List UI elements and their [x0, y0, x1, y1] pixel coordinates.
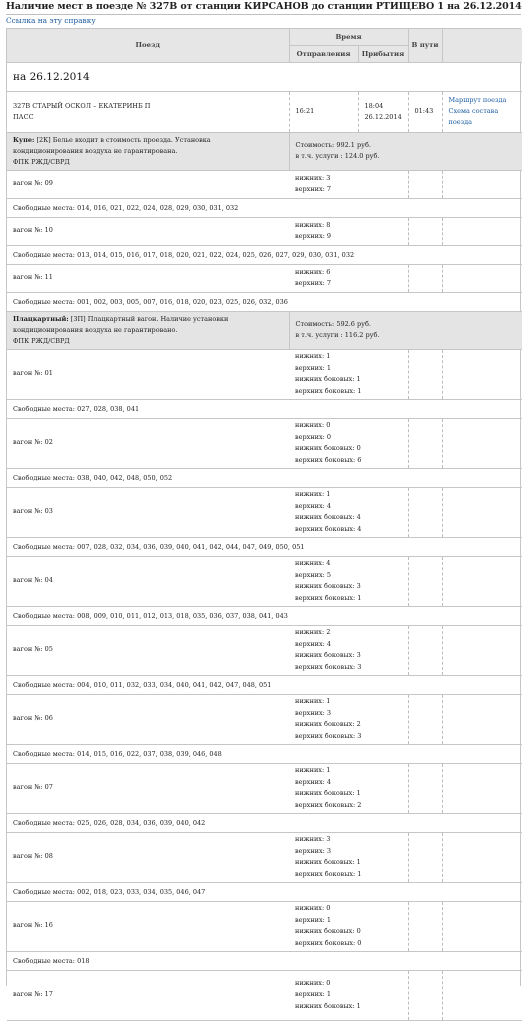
- route-link[interactable]: Маршрут поезда: [448, 96, 507, 104]
- wagon-row: [7, 763, 522, 813]
- service-fee: в т.ч. услуги : 124.0 руб.: [295, 152, 380, 160]
- seat-count: нижних: 6: [295, 267, 331, 276]
- seat-count: верхних: 3: [295, 708, 332, 717]
- train-name-cell: [7, 91, 289, 132]
- seat-count: верхних: 7: [295, 185, 332, 193]
- seat-count: нижних боковых: 1: [295, 1001, 361, 1010]
- wagon-row: [7, 832, 522, 882]
- wagon-empty-cell: [408, 349, 442, 399]
- wagon-extra-cell: [442, 970, 522, 1020]
- seat-count: нижних боковых: 1: [295, 789, 361, 797]
- wagon-empty-cell: [408, 217, 442, 245]
- wagon-extra-cell: [442, 901, 522, 951]
- seat-count: верхних боковых: 3: [295, 731, 362, 740]
- departure-time: 16:21: [289, 91, 358, 132]
- price-info: [289, 311, 522, 349]
- seat-count: нижних боковых: 0: [295, 444, 361, 452]
- seat-count: нижних боковых: 4: [295, 513, 361, 521]
- free-seats: Свободные места: 008, 009, 010, 011, 012, 013, 018, 035, 036, 037, 038, 041, 043: [7, 606, 522, 625]
- seat-count: верхних: 4: [295, 777, 332, 786]
- header-arrival: Прибытия: [358, 45, 408, 62]
- wagon-extra-cell: [442, 349, 522, 399]
- wagon-number: вагон №: 07: [7, 763, 289, 813]
- seat-count: нижних: 8: [295, 220, 331, 229]
- car-class-label: Плацкартный:: [13, 314, 69, 323]
- seat-count: нижних: 3: [295, 835, 331, 843]
- travel-duration: 01:43: [408, 91, 442, 132]
- scheme-link[interactable]: Схема состава поезда: [448, 107, 499, 126]
- carrier-name: ФПК РЖД/СВРД: [13, 336, 70, 345]
- wagon-empty-cell: [408, 901, 442, 951]
- header-in-transit: В пути: [408, 29, 442, 62]
- seat-count: нижних: 3: [295, 173, 331, 182]
- wagon-row: [7, 217, 522, 245]
- seat-count: нижних боковых: 1: [295, 858, 361, 866]
- seat-count: верхних боковых: 6: [295, 455, 362, 464]
- seat-count: верхних: 1: [295, 915, 332, 924]
- car-class-row: [7, 132, 522, 170]
- seat-count: верхних боковых: 3: [295, 662, 362, 671]
- wagon-extra-cell: [442, 487, 522, 537]
- carrier-name: ФПК РЖД/СВРД: [13, 157, 70, 166]
- wagon-empty-cell: [408, 264, 442, 292]
- wagon-extra-cell: [442, 217, 522, 245]
- wagon-row: [7, 349, 522, 399]
- wagon-number: вагон №: 17: [7, 970, 289, 1020]
- seat-count: нижних боковых: 1: [295, 375, 361, 383]
- date-row: на 26.12.2014: [7, 62, 522, 91]
- seat-counts: [289, 970, 408, 1020]
- arrival-cell: [358, 91, 408, 132]
- seat-count: нижних: 1: [295, 352, 331, 360]
- seat-counts: [289, 694, 408, 744]
- free-seats: Свободные места: 018: [7, 951, 522, 970]
- free-seats-row: [7, 245, 522, 264]
- wagon-empty-cell: [408, 763, 442, 813]
- price: Стоимость: 592.6 руб.: [295, 320, 371, 328]
- free-seats: Свободные места: 014, 015, 016, 022, 037, 038, 039, 046, 048: [7, 744, 522, 763]
- wagon-number: вагон №: 06: [7, 694, 289, 744]
- car-class-description: [3П] Плацкартный вагон. Наличие установки кондиционирования воздуха не гарантировано.: [13, 314, 229, 334]
- seat-counts: [289, 349, 408, 399]
- wagon-number: вагон №: 08: [7, 832, 289, 882]
- seat-count: верхних боковых: 1: [295, 869, 362, 878]
- free-seats-row: [7, 537, 522, 556]
- free-seats: Свободные места: 027, 028, 038, 041: [7, 399, 522, 418]
- wagon-row: [7, 487, 522, 537]
- seat-counts: [289, 264, 408, 292]
- car-class-info: [7, 311, 289, 349]
- wagon-empty-cell: [408, 418, 442, 468]
- seat-count: нижних: 4: [295, 559, 331, 567]
- wagon-number: вагон №: 02: [7, 418, 289, 468]
- wagon-number: вагон №: 01: [7, 349, 289, 399]
- seat-counts: [289, 763, 408, 813]
- wagon-number: вагон №: 05: [7, 625, 289, 675]
- wagon-empty-cell: [408, 694, 442, 744]
- seat-count: нижних: 0: [295, 421, 331, 429]
- seat-count: верхних боковых: 1: [295, 386, 362, 395]
- service-fee: в т.ч. услуги : 116.2 руб.: [295, 331, 380, 339]
- wagon-extra-cell: [442, 832, 522, 882]
- wagon-row: [7, 901, 522, 951]
- wagon-number: вагон №: 03: [7, 487, 289, 537]
- free-seats-row: [7, 882, 522, 901]
- wagon-number: вагон №: 09: [7, 170, 289, 198]
- train-name: 327В СТАРЫЙ ОСКОЛ – ЕКАТЕРИНБ П: [13, 101, 151, 110]
- wagon-row: [7, 556, 522, 606]
- seat-count: верхних: 7: [295, 279, 332, 287]
- wagon-row: [7, 625, 522, 675]
- header-train: Поезд: [7, 29, 289, 62]
- seat-count: верхних боковых: 0: [295, 938, 362, 947]
- car-class-info: [7, 132, 289, 170]
- wagon-row: [7, 418, 522, 468]
- free-seats-row: [7, 468, 522, 487]
- car-class-row: [7, 311, 522, 349]
- seat-count: нижних: 1: [295, 490, 331, 498]
- wagon-row: [7, 694, 522, 744]
- seat-counts: [289, 170, 408, 198]
- wagon-empty-cell: [408, 487, 442, 537]
- seat-count: верхних: 3: [295, 846, 332, 855]
- free-seats: Свободные места: 002, 018, 023, 033, 034, 035, 046, 047: [7, 882, 522, 901]
- wagon-empty-cell: [408, 556, 442, 606]
- free-seats-row: [7, 606, 522, 625]
- wagon-number: вагон №: 10: [7, 217, 289, 245]
- seat-counts: [289, 418, 408, 468]
- free-seats-row: [7, 744, 522, 763]
- free-seats-row: [7, 198, 522, 217]
- seat-count: нижних: 1: [295, 697, 331, 705]
- header-empty: [442, 29, 522, 62]
- seat-count: верхних: 4: [295, 501, 332, 510]
- arrival-date: 26.12.2014: [364, 112, 402, 121]
- wagon-number: вагон №: 11: [7, 264, 289, 292]
- free-seats-row: [7, 292, 522, 311]
- seat-counts: [289, 901, 408, 951]
- wagon-extra-cell: [442, 418, 522, 468]
- seat-count: верхних: 1: [295, 363, 332, 372]
- free-seats: Свободные места: 007, 028, 032, 034, 036, 039, 040, 041, 042, 044, 047, 049, 050, 051: [7, 537, 522, 556]
- price-info: [289, 132, 522, 170]
- seat-count: верхних: 5: [295, 570, 332, 579]
- wagon-empty-cell: [408, 170, 442, 198]
- train-row: [7, 91, 522, 132]
- seat-count: нижних: 0: [295, 978, 331, 987]
- wagon-row: [7, 264, 522, 292]
- seat-counts: [289, 832, 408, 882]
- header-departure: Отправления: [289, 45, 358, 62]
- wagon-number: вагон №: 16: [7, 901, 289, 951]
- free-seats: Свободные места: 014, 016, 021, 022, 024, 028, 029, 030, 031, 032: [7, 198, 522, 217]
- seat-count: верхних: 0: [295, 432, 332, 441]
- seat-count: нижних: 0: [295, 904, 331, 912]
- free-seats: Свободные места: 001, 002, 003, 005, 007, 016, 018, 020, 023, 025, 026, 032, 036: [7, 292, 522, 311]
- seat-count: верхних боковых: 1: [295, 593, 362, 602]
- wagon-empty-cell: [408, 970, 442, 1020]
- page-title: Наличие мест в поезде № 327В от станции КИРСАНОВ до станции РТИЩЕВО 1 на 26.12.2014: [6, 1, 521, 15]
- seat-count: нижних боковых: 2: [295, 720, 361, 728]
- wagon-extra-cell: [442, 170, 522, 198]
- seat-count: нижних: 2: [295, 628, 331, 636]
- train-type: ПАСС: [13, 112, 34, 121]
- free-seats-row: [7, 399, 522, 418]
- seat-counts: [289, 556, 408, 606]
- availability-table: [7, 29, 522, 1021]
- seat-count: верхних боковых: 2: [295, 800, 362, 809]
- availability-table-container: [6, 28, 521, 1010]
- seat-counts: [289, 487, 408, 537]
- seat-count: нижних боковых: 3: [295, 582, 361, 590]
- price: Стоимость: 992.1 руб.: [295, 141, 371, 149]
- seat-count: нижних боковых: 3: [295, 651, 361, 659]
- wagon-extra-cell: [442, 763, 522, 813]
- free-seats: Свободные места: 013, 014, 015, 016, 017, 018, 020, 021, 022, 024, 025, 026, 027, 029, 030, 031, 032: [7, 245, 522, 264]
- wagon-empty-cell: [408, 832, 442, 882]
- seat-count: нижних боковых: 0: [295, 927, 361, 935]
- seat-counts: [289, 217, 408, 245]
- free-seats: Свободные места: 004, 010, 011, 032, 033, 034, 040, 041, 042, 047, 048, 051: [7, 675, 522, 694]
- wagon-extra-cell: [442, 625, 522, 675]
- arrival-time: 18:04: [364, 101, 384, 110]
- free-seats: Свободные места: 038, 040, 042, 048, 050, 052: [7, 468, 522, 487]
- seat-count: верхних: 4: [295, 639, 332, 648]
- car-class-label: Купе:: [13, 135, 35, 144]
- seat-count: нижних: 1: [295, 766, 331, 774]
- free-seats: Свободные места: 025, 026, 028, 034, 036, 039, 040, 042: [7, 813, 522, 832]
- seat-count: верхних боковых: 4: [295, 524, 362, 533]
- wagon-row: [7, 170, 522, 198]
- wagon-row: [7, 970, 522, 1020]
- header-time: Время: [289, 29, 408, 45]
- car-classes: [7, 132, 522, 1020]
- seat-counts: [289, 625, 408, 675]
- wagon-extra-cell: [442, 556, 522, 606]
- free-seats-row: [7, 951, 522, 970]
- free-seats-row: [7, 813, 522, 832]
- wagon-extra-cell: [442, 694, 522, 744]
- reference-link[interactable]: Ссылка на эту справку: [6, 16, 96, 25]
- car-class-description: [2К] Белье входит в стоимость проезда. Установка кондиционирования воздуха не гарантирована.: [13, 135, 211, 155]
- train-links-cell: [442, 91, 522, 132]
- seat-count: верхних: 9: [295, 232, 332, 240]
- wagon-empty-cell: [408, 625, 442, 675]
- wagon-extra-cell: [442, 264, 522, 292]
- seat-count: верхних: 1: [295, 990, 332, 999]
- free-seats-row: [7, 675, 522, 694]
- wagon-number: вагон №: 04: [7, 556, 289, 606]
